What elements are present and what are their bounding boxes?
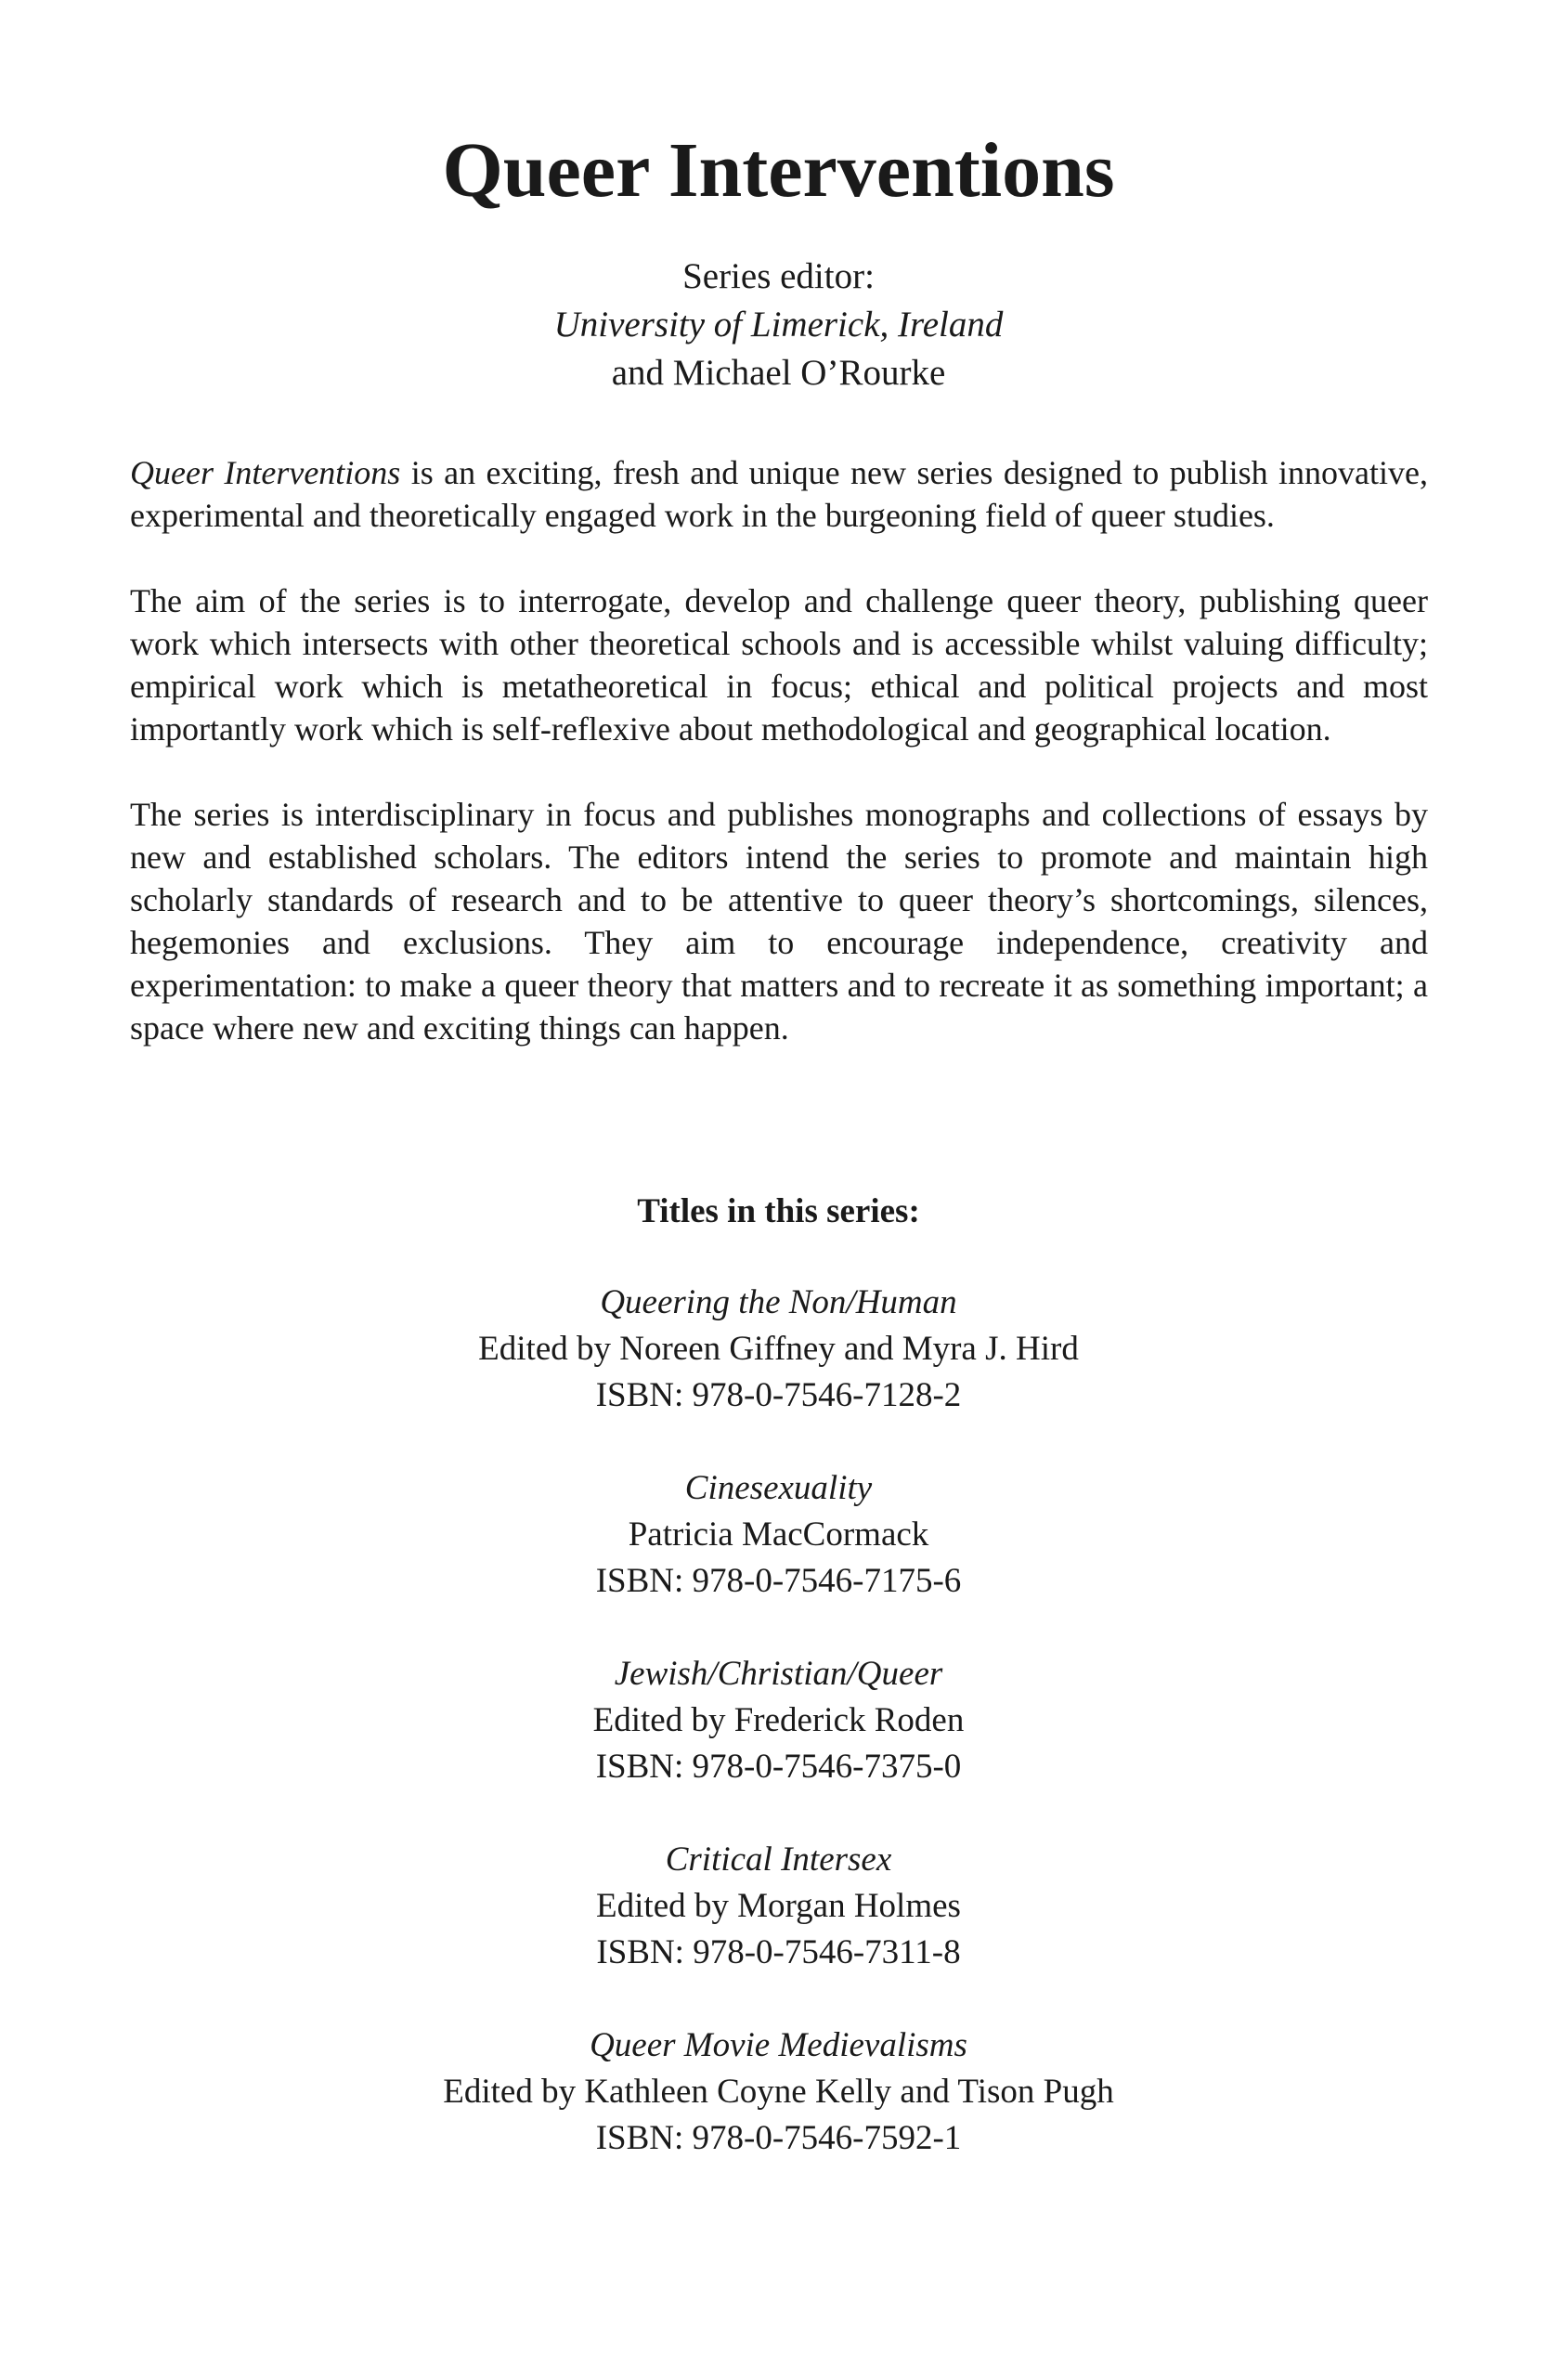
book-title: Queer Movie Medievalisms xyxy=(590,2026,967,2064)
description-series-name: Queer Interventions xyxy=(130,454,401,491)
book-title: Critical Intersex xyxy=(665,1840,892,1879)
book-isbn: ISBN: 978-0-7546-7592-1 xyxy=(595,2119,962,2157)
book-isbn: ISBN: 978-0-7546-7128-2 xyxy=(595,1376,962,1414)
book-isbn: ISBN: 978-0-7546-7375-0 xyxy=(595,1748,962,1786)
book-isbn: ISBN: 978-0-7546-7311-8 xyxy=(596,1933,961,1971)
book-author: Edited by Noreen Giffney and Myra J. Hird xyxy=(478,1330,1079,1368)
description-paragraph-1-text: is an exciting, fresh and unique new series designed to publish innovative, experimental and theoretically engaged work in the burgeoning field of queer studies. xyxy=(130,454,1428,534)
book-entry xyxy=(0,1465,1557,1605)
book-title: Queering the Non/Human xyxy=(600,1283,957,1321)
series-editor-block xyxy=(0,253,1557,397)
book-entry xyxy=(0,1837,1557,1976)
series-editor-affiliation: University of Limerick, Ireland xyxy=(553,305,1004,345)
book-author: Patricia MacCormack xyxy=(628,1515,929,1554)
book-author: Edited by Morgan Holmes xyxy=(596,1887,961,1925)
series-title: Queer Interventions xyxy=(442,127,1115,214)
book-list xyxy=(0,1280,1557,2208)
series-editor-names: and Michael O’Rourke xyxy=(611,353,946,393)
book-entry xyxy=(0,1651,1557,1790)
book-title: Cinesexuality xyxy=(684,1469,873,1507)
description-paragraph-2: The aim of the series is to interrogate, develop and challenge queer theory, publishing queer work which intersects with other theoretical schools and is accessible whilst valuing difficulty; empirical work which is metatheoretical in focus; ethical and political projects and most importantly work which is self-reflexive about methodological and geographical location. xyxy=(130,582,1428,748)
book-entry xyxy=(0,1280,1557,1419)
series-editor-label: Series editor: xyxy=(682,256,875,296)
book-author: Edited by Kathleen Coyne Kelly and Tison Pugh xyxy=(443,2073,1114,2111)
description-paragraph-3: The series is interdisciplinary in focus and publishes monographs and collections of essays by new and established scholars. The editors intend the series to promote and maintain high scholarly standards of research and to be attentive to queer theory’s shortcomings, silences, hegemonies and exclusions. They aim to encourage independence, creativity and experimentation: to make a queer theory that matters and to recreate it as something important; a space where new and exciting things can happen. xyxy=(130,796,1428,1047)
book-title: Jewish/Christian/Queer xyxy=(614,1655,943,1693)
book-entry xyxy=(0,2022,1557,2162)
book-author: Edited by Frederick Roden xyxy=(592,1701,965,1739)
book-isbn: ISBN: 978-0-7546-7175-6 xyxy=(595,1562,962,1600)
series-description xyxy=(130,451,1428,1092)
description-paragraph-1 xyxy=(130,451,1428,537)
titles-heading: Titles in this series: xyxy=(637,1192,920,1230)
